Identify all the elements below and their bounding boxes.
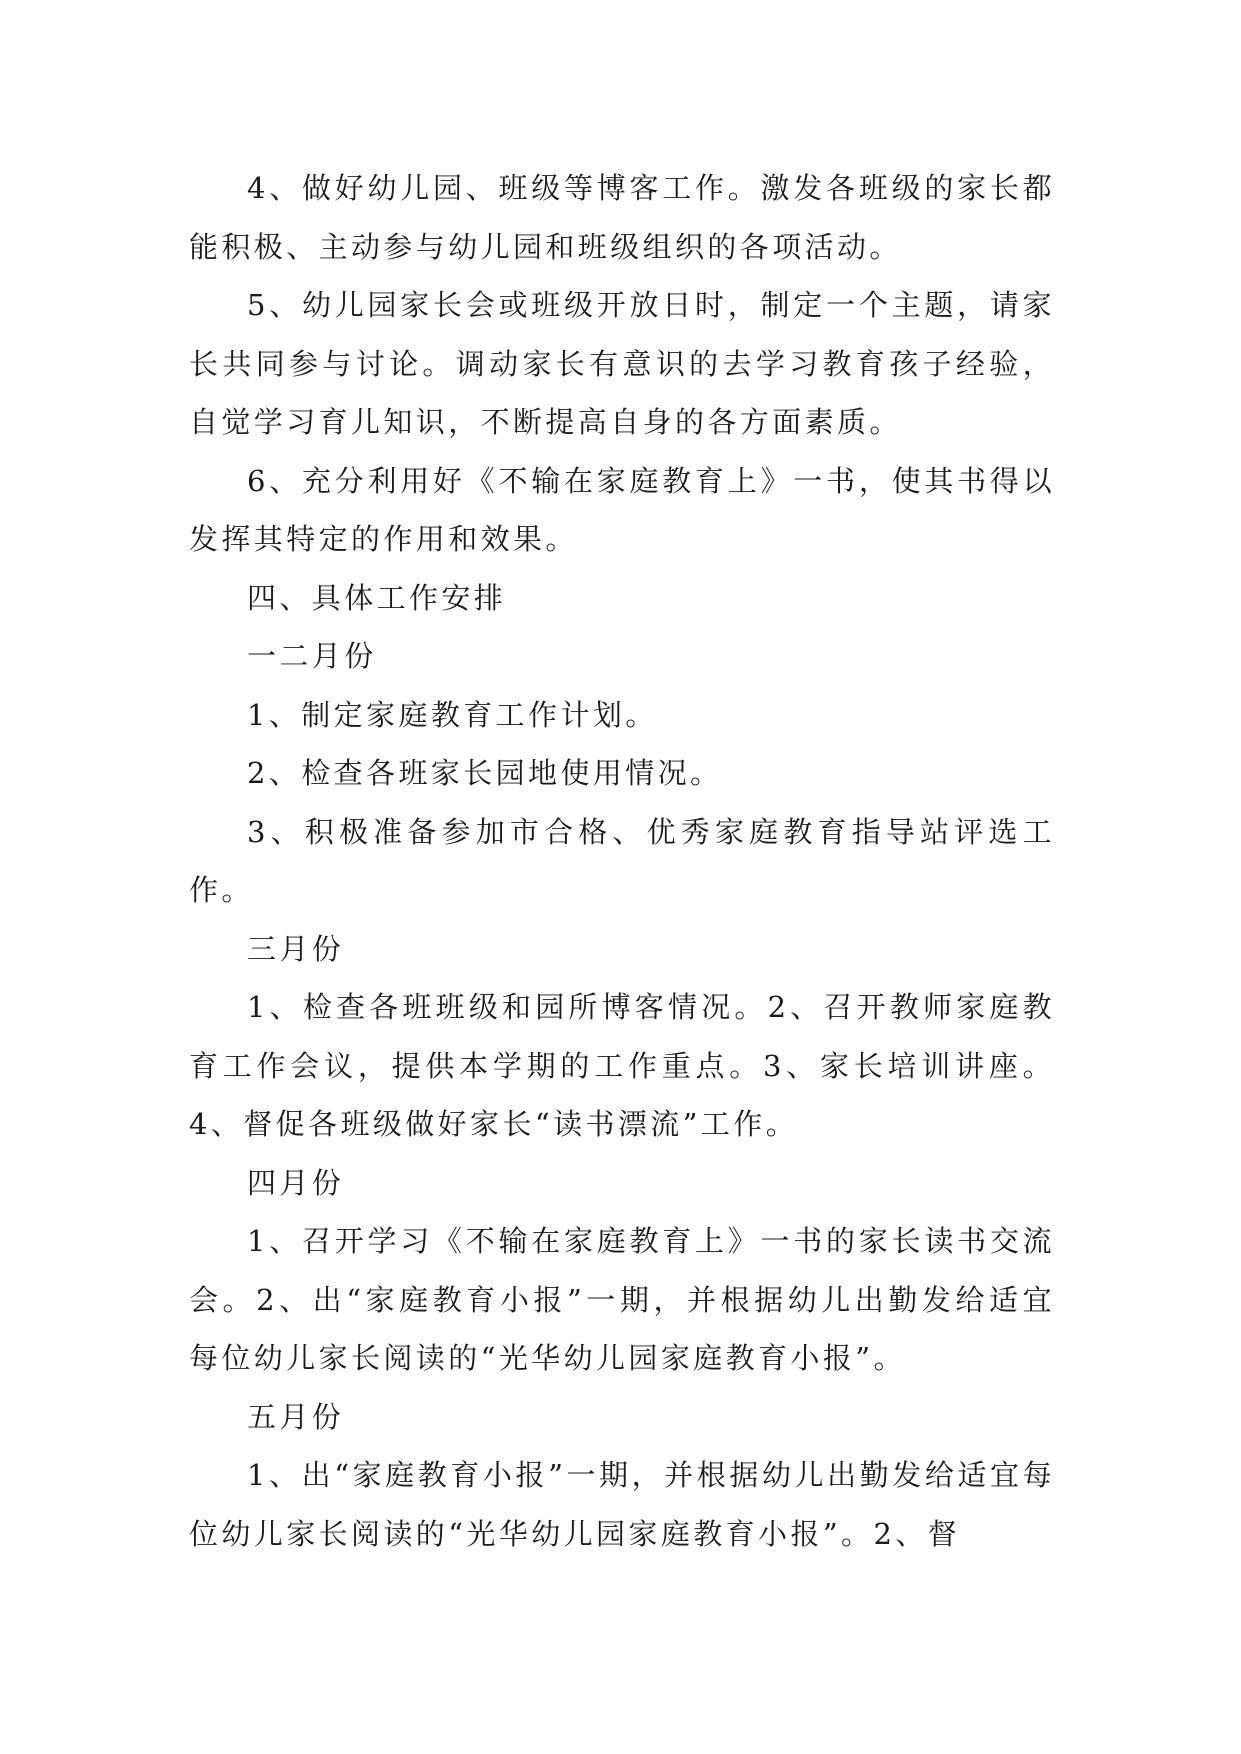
paragraph-evaluation: 3、积极准备参加市合格、优秀家庭教育指导站评选工作。 bbox=[189, 814, 1055, 907]
paragraph-april-tasks: 1、召开学习《不输在家庭教育上》一书的家长读书交流会。2、出“家庭教育小报”一期，并根据幼儿出勤发给适宜每位幼儿家长阅读的“光华幼儿园家庭教育小报”。 bbox=[189, 1224, 1055, 1375]
section-heading-work-arrangement: 四、具体工作安排 bbox=[247, 580, 507, 615]
month-heading-may: 五月份 bbox=[247, 1399, 345, 1434]
paragraph-item-6-book: 6、充分利用好《不输在家庭教育上》一书，使其书得以发挥其特定的作用和效果。 bbox=[189, 463, 1055, 556]
paragraph-item-5-parent-meeting: 5、幼儿园家长会或班级开放日时，制定一个主题，请家长共同参与讨论。调动家长有意识的去学习教育孩子经验，自觉学习育儿知识，不断提高自身的各方面素质。 bbox=[189, 288, 1055, 439]
paragraph-plan: 1、制定家庭教育工作计划。 bbox=[247, 697, 658, 732]
paragraph-check-garden: 2、检查各班家长园地使用情况。 bbox=[247, 756, 723, 790]
month-heading-april: 四月份 bbox=[247, 1165, 345, 1200]
paragraph-may-tasks: 1、出“家庭教育小报”一期，并根据幼儿出勤发给适宜每位幼儿家长阅读的“光华幼儿园家庭教育小报”。2、督 bbox=[189, 1458, 1055, 1551]
month-heading-march: 三月份 bbox=[247, 931, 345, 966]
paragraph-march-tasks: 1、检查各班班级和园所博客情况。2、召开教师家庭教育工作会议，提供本学期的工作重点。3、家长培训讲座。4、督促各班级做好家长“读书漂流”工作。 bbox=[189, 990, 1055, 1141]
month-heading-jan-feb: 一二月份 bbox=[247, 639, 377, 673]
paragraph-item-4-blog: 4、做好幼儿园、班级等博客工作。激发各班级的家长都能积极、主动参与幼儿园和班级组织的各项活动。 bbox=[189, 171, 1055, 264]
document-body bbox=[189, 159, 1055, 1563]
